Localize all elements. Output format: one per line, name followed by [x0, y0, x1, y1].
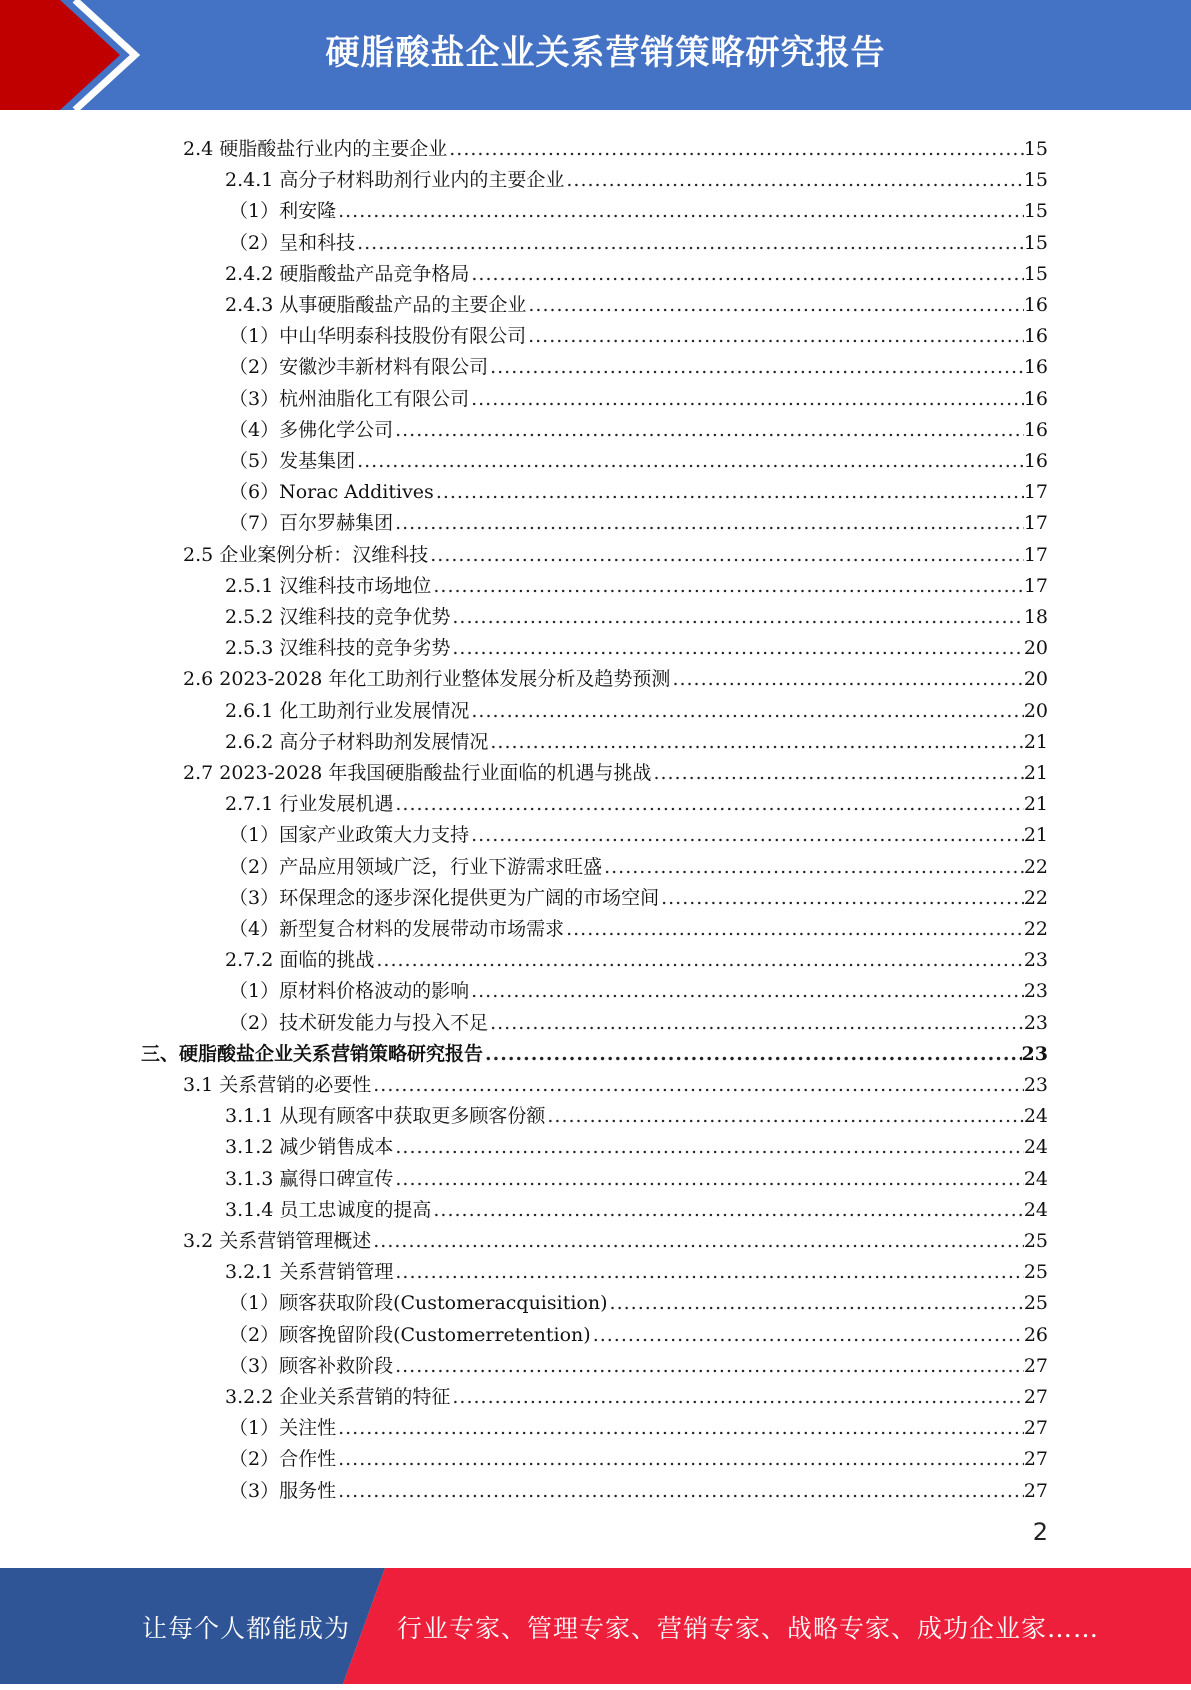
toc-leader-dots	[430, 544, 1024, 566]
toc-entry-label: （2）技术研发能力与投入不足	[229, 1011, 489, 1034]
toc-leader-dots	[338, 1480, 1024, 1502]
toc-entry-page: 20	[1023, 699, 1048, 722]
toc-leader-dots	[547, 1105, 1023, 1127]
toc-entry-page: 26	[1023, 1323, 1048, 1346]
toc-entry[interactable]	[229, 1283, 1048, 1314]
toc-entry[interactable]	[229, 379, 1048, 410]
toc-entry-page: 25	[1023, 1230, 1048, 1252]
toc-entry[interactable]	[229, 347, 1048, 378]
toc-entry-page: 15	[1023, 138, 1048, 160]
toc-leader-dots	[357, 232, 1024, 254]
toc-entry[interactable]	[229, 847, 1048, 878]
toc-entry-page: 15	[1023, 231, 1048, 254]
toc-leader-dots	[471, 388, 1024, 410]
footer-slogan-right: 行业专家、管理专家、营销专家、战略专家、成功企业家……	[397, 1614, 1100, 1643]
toc-entry-label: 3.1.1 从现有顾客中获取更多顾客份额	[225, 1105, 546, 1128]
toc-entry-label: 2.4.1 高分子材料助剂行业内的主要企业	[225, 169, 565, 192]
toc-leader-dots	[338, 1417, 1024, 1439]
toc-entry-label: 2.4.3 从事硬脂酸盐产品的主要企业	[225, 294, 527, 316]
toc-entry[interactable]	[183, 129, 1048, 160]
toc-entry-page: 23	[1023, 1074, 1048, 1096]
toc-entry-label: 3.1.4 员工忠诚度的提高	[225, 1198, 432, 1221]
toc-entry-page: 25	[1023, 1261, 1048, 1284]
toc-entry-page: 15	[1023, 200, 1048, 223]
toc-entry-label: （5）发基集团	[229, 450, 356, 472]
toc-entry-label: 3.1.3 赢得口碑宣传	[225, 1167, 394, 1190]
toc-entry-page: 25	[1023, 1292, 1048, 1315]
toc-entry-label: （1）国家产业政策大力支持	[229, 824, 470, 847]
toc-entry[interactable]	[229, 1315, 1048, 1346]
toc-entry-label: 2.5.3 汉维科技的竞争劣势	[225, 637, 451, 660]
toc-entry-page: 17	[1023, 481, 1048, 504]
toc-entry[interactable]	[229, 1471, 1048, 1502]
toc-leader-dots	[528, 294, 1023, 316]
toc-entry-page: 16	[1023, 418, 1048, 441]
toc-entry-page: 24	[1023, 1105, 1048, 1128]
toc-entry-page: 20	[1023, 668, 1048, 691]
toc-entry-label: （3）环保理念的逐步深化提供更为广阔的市场空间	[229, 886, 660, 909]
toc-entry-page: 15	[1023, 169, 1048, 192]
toc-entry-page: 16	[1023, 356, 1048, 379]
toc-entry-label: （1）中山华明泰科技股份有限公司	[229, 325, 527, 348]
toc-entry[interactable]	[225, 597, 1048, 628]
toc-entry-label: （2）合作性	[229, 1448, 337, 1471]
toc-entry[interactable]	[225, 784, 1048, 815]
toc-leader-dots	[338, 200, 1024, 222]
toc-leader-dots	[449, 138, 1024, 160]
toc-leader-dots	[661, 887, 1024, 909]
toc-leader-dots	[471, 263, 1023, 285]
toc-leader-dots	[452, 637, 1023, 659]
toc-entry-label: 3.1 关系营销的必要性	[183, 1074, 372, 1096]
toc-leader-dots	[653, 762, 1023, 784]
toc-entry-page: 27	[1023, 1417, 1048, 1440]
toc-entry-label: （2）顾客挽留阶段(Customerretention)	[229, 1323, 591, 1346]
toc-leader-dots	[490, 731, 1023, 753]
toc-entry-label: 3.2.1 关系营销管理	[225, 1261, 394, 1284]
toc-leader-dots	[490, 1012, 1024, 1034]
toc-leader-dots	[395, 1261, 1023, 1283]
toc-entry-label: 3.2.2 企业关系营销的特征	[225, 1386, 451, 1408]
toc-entry[interactable]	[229, 815, 1048, 846]
toc-leader-dots	[373, 1074, 1024, 1096]
toc-entry-label: 2.4.2 硬脂酸盐产品竞争格局	[225, 262, 470, 285]
toc-entry-page: 23	[1023, 1011, 1048, 1034]
toc-leader-dots	[528, 325, 1024, 347]
toc-entry-page: 16	[1023, 387, 1048, 410]
toc-entry-label: （2）产品应用领域广泛，行业下游需求旺盛	[229, 855, 603, 878]
toc-entry-page: 16	[1023, 450, 1048, 472]
toc-entry[interactable]	[225, 1096, 1048, 1127]
toc-entry-page: 17	[1023, 543, 1048, 566]
toc-entry-page: 21	[1023, 730, 1048, 753]
toc-leader-dots	[395, 1168, 1023, 1190]
toc-entry[interactable]	[229, 1439, 1048, 1470]
toc-entry-page: 22	[1023, 918, 1048, 940]
toc-entry[interactable]	[229, 316, 1048, 347]
toc-entry-page: 23	[1023, 949, 1048, 972]
toc-entry-page: 27	[1023, 1479, 1048, 1502]
toc-entry-label: 2.7 2023-2028 年我国硬脂酸盐行业面临的机遇与挑战	[183, 762, 652, 784]
toc-entry-page: 27	[1023, 1386, 1048, 1408]
toc-entry-label: （6）Norac Additives	[229, 481, 434, 504]
footer-slogan-left: 让每个人都能成为	[142, 1614, 351, 1643]
toc-entry[interactable]	[183, 1065, 1048, 1096]
toc-entry[interactable]	[229, 1408, 1048, 1439]
toc-entry-page: 21	[1023, 793, 1048, 816]
toc-leader-dots	[433, 1199, 1023, 1221]
toc-leader-dots	[433, 575, 1023, 597]
toc-entry-label: 2.4 硬脂酸盐行业内的主要企业	[183, 138, 448, 160]
toc-entry[interactable]	[225, 940, 1048, 971]
toc-entry-label: （1）顾客获取阶段(Customeracquisition)	[229, 1292, 608, 1315]
toc-leader-dots	[395, 512, 1024, 534]
toc-leader-dots	[338, 1448, 1024, 1470]
toc-entry-label: 2.5 企业案例分析：汉维科技	[183, 543, 429, 566]
toc-entry-label: 2.7.1 行业发展机遇	[225, 793, 394, 816]
toc-entry[interactable]	[229, 191, 1048, 222]
toc-entry[interactable]	[225, 566, 1048, 597]
toc-entry-label: （2）安徽沙丰新材料有限公司	[229, 356, 489, 379]
toc-entry-page: 24	[1023, 1136, 1048, 1159]
toc-entry-label: （1）关注性	[229, 1417, 337, 1440]
toc-entry-label: （3）杭州油脂化工有限公司	[229, 387, 470, 410]
toc-leader-dots	[566, 918, 1024, 940]
toc-entry[interactable]	[229, 971, 1048, 1002]
toc-entry-page: 15	[1023, 262, 1048, 285]
toc-entry[interactable]	[225, 160, 1048, 191]
toc-entry-page: 23	[1021, 1042, 1048, 1065]
toc-entry[interactable]	[141, 1034, 1048, 1065]
toc-entry-page: 22	[1023, 855, 1048, 878]
toc-leader-dots	[593, 1324, 1024, 1346]
toc-entry[interactable]	[225, 1252, 1048, 1283]
toc-leader-dots	[490, 356, 1024, 378]
toc-entry[interactable]	[225, 254, 1048, 285]
toc-entry-label: （2）呈和科技	[229, 231, 356, 254]
toc-entry-label: 2.6 2023-2028 年化工助剂行业整体发展分析及趋势预测	[183, 668, 671, 691]
toc-leader-dots	[471, 824, 1024, 846]
toc-entry[interactable]	[225, 1190, 1048, 1221]
toc-leader-dots	[610, 1292, 1024, 1314]
toc-entry[interactable]	[229, 878, 1048, 909]
toc-entry[interactable]	[229, 223, 1048, 254]
toc-entry-label: （4）多佛化学公司	[229, 418, 394, 441]
toc-leader-dots	[373, 1230, 1024, 1252]
toc-entry-page: 20	[1023, 637, 1048, 660]
toc-entry-page: 22	[1023, 886, 1048, 909]
toc-entry[interactable]	[225, 1159, 1048, 1190]
toc-entry[interactable]	[183, 659, 1048, 690]
toc-entry-label: 2.6.2 高分子材料助剂发展情况	[225, 730, 489, 753]
toc-entry-label: （3）服务性	[229, 1479, 337, 1502]
toc-entry[interactable]	[229, 410, 1048, 441]
toc-entry-label: 2.7.2 面临的挑战	[225, 949, 375, 972]
toc-entry-page: 16	[1023, 325, 1048, 348]
toc-entry-page: 24	[1023, 1167, 1048, 1190]
toc-entry-label: 2.5.1 汉维科技市场地位	[225, 574, 432, 597]
toc-entry[interactable]	[225, 285, 1048, 316]
toc-entry-page: 24	[1023, 1198, 1048, 1221]
toc-entry-page: 17	[1023, 512, 1048, 535]
toc-entry-label: （1）利安隆	[229, 200, 337, 223]
toc-entry[interactable]	[225, 1377, 1048, 1408]
toc-entry-page: 27	[1023, 1448, 1048, 1471]
toc-entry[interactable]	[229, 472, 1048, 503]
toc-entry[interactable]	[183, 535, 1048, 566]
toc-entry[interactable]	[229, 441, 1048, 472]
toc-leader-dots	[471, 700, 1023, 722]
toc-entry-page: 16	[1023, 294, 1048, 316]
toc-leader-dots	[471, 980, 1024, 1002]
toc-entry-page: 23	[1023, 980, 1048, 1003]
toc-leader-dots	[452, 1386, 1023, 1408]
toc-leader-dots	[395, 1136, 1023, 1158]
toc-leader-dots	[395, 419, 1024, 441]
toc-leader-dots	[436, 481, 1024, 503]
toc-entry-page: 27	[1023, 1354, 1048, 1377]
toc-entry-label: 2.5.2 汉维科技的竞争优势	[225, 606, 451, 628]
toc-leader-dots	[376, 949, 1023, 971]
toc-entry-page: 17	[1023, 574, 1048, 597]
toc-entry-page: 21	[1023, 824, 1048, 847]
toc-leader-dots	[452, 606, 1023, 628]
toc-entry-label: 三、硬脂酸盐企业关系营销策略研究报告	[141, 1042, 484, 1065]
toc-leader-dots	[566, 169, 1023, 191]
toc-entry[interactable]	[229, 1346, 1048, 1377]
toc-entry[interactable]	[183, 753, 1048, 784]
toc-leader-dots	[395, 793, 1023, 815]
toc-leader-dots	[485, 1043, 1022, 1065]
toc-entry[interactable]	[225, 722, 1048, 753]
toc-entry-page: 21	[1023, 762, 1048, 784]
toc-entry-label: 2.6.1 化工助剂行业发展情况	[225, 699, 470, 722]
toc-entry[interactable]	[225, 628, 1048, 659]
toc-entry-label: 3.1.2 减少销售成本	[225, 1136, 394, 1159]
page-header	[0, 0, 1191, 110]
toc-entry-label: 3.2 关系营销管理概述	[183, 1230, 372, 1252]
toc-entry-label: （1）原材料价格波动的影响	[229, 980, 470, 1003]
header-title: 硬脂酸盐企业关系营销策略研究报告	[325, 33, 886, 73]
toc-leader-dots	[672, 668, 1023, 690]
toc-entry[interactable]	[225, 1127, 1048, 1158]
toc-leader-dots	[357, 450, 1024, 472]
toc-entry[interactable]	[229, 503, 1048, 534]
toc-entry[interactable]	[183, 1221, 1048, 1252]
toc-entry-label: （3）顾客补救阶段	[229, 1354, 394, 1377]
toc-leader-dots	[395, 1355, 1024, 1377]
toc-entry-page: 18	[1023, 606, 1048, 628]
toc-entry-label: （7）百尔罗赫集团	[229, 512, 394, 535]
toc-entry[interactable]	[229, 1003, 1048, 1034]
page-footer	[0, 1568, 1191, 1684]
toc-entry-label: （4）新型复合材料的发展带动市场需求	[229, 918, 565, 940]
toc-leader-dots	[604, 856, 1024, 878]
page-number: 2	[1032, 1518, 1048, 1546]
toc-entry[interactable]	[229, 909, 1048, 940]
toc-entry[interactable]	[225, 691, 1048, 722]
